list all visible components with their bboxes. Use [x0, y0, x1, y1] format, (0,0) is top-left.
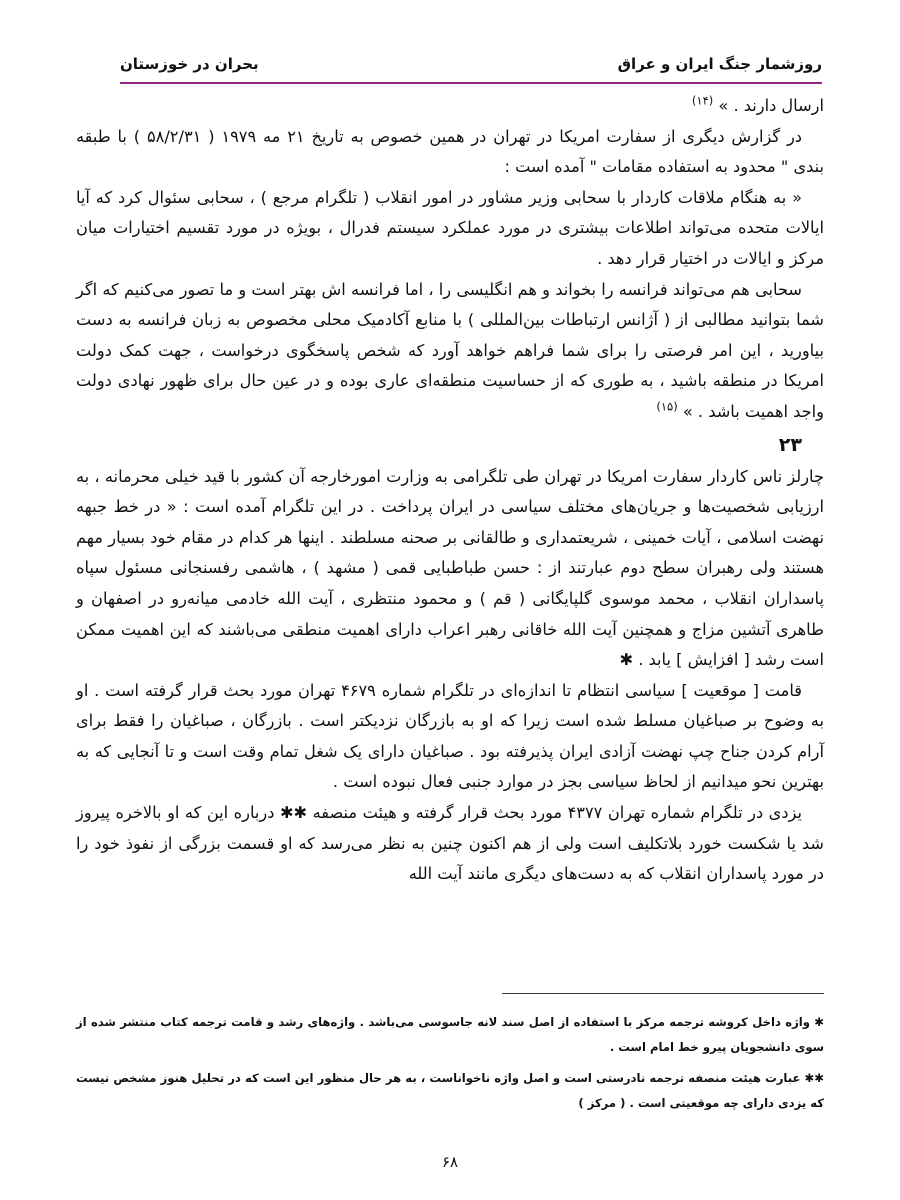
paragraph: یزدی در تلگرام شماره تهران ۴۳۷۷ مورد بحث قرار گرفته و هیئت منصفه ✱✱ درباره این که او بالاخره پیروز شد یا شکست خورد بلاتکلیف است ولی از هم اکنون چنین به نظر می‌رسد که او قسمت بزرگی از نفوذ خود را در مورد پاسداران انقلاب که به دست‌های دیگری مانند آیت الله [76, 803, 824, 884]
footnote: ✱✱ عبارت هیئت منصفه ترجمه نادرستی است و اصل واژه ناخواناست ، به هر حال منظور این است که در تحلیل هنوز مشخص نیست که یزدی دارای چه موقعیتی است . ( مرکز ) [76, 1071, 824, 1110]
paragraph: سحابی هم می‌تواند فرانسه را بخواند و هم انگلیسی را ، اما فرانسه اش بهتر است و ما تصور می‌کنیم که اگر شما بتوانید مطالبی از ( آژانس ارتباطات بین‌المللی ) با منابع آکادمیک محلی مخصوص به زبان فرانسه به دست بیاورید ، این امر فرصتی را برای شما فراهم خواهد آورد که شخص پاسخگوی درخواست ، جهت کمک دولت امریکا در منطقه باشید ، به طوری که از حساسیت منطقه‌ای عاری بوده و در عین حال برای ظهور نهادی دولت واجد اهمیت باشد . » $^{(۱۵)}$ [76, 279, 824, 421]
chapter-title: بحران در خوزستان [120, 55, 259, 73]
footnote: ✱ واژه داخل کروشه ترجمه مرکز با استفاده از اصل سند لانه جاسوسی می‌باشد . واژه‌های رشد و قامت ترجمه کتاب منتشر شده از سوی دانشجویان پیرو خط امام است . [76, 1015, 824, 1054]
running-header [120, 48, 822, 80]
reference-mark: (۱۵) [656, 399, 678, 414]
footnote-divider [502, 993, 824, 994]
header-divider [120, 82, 822, 84]
reference-mark: (۱۴) [691, 93, 714, 108]
paragraph: ارسال دارند . » $^{(۱۴)}$ [691, 93, 824, 115]
footnotes [76, 1010, 824, 1122]
paragraph: در گزارش دیگری از سفارت امریکا در تهران در همین خصوص به تاریخ ۲۱ مه ۱۹۷۹ ( ۵۸/۲/۳۱ ) با طبقه بندی " محدود به استفاده مقامات " آمده است : [76, 126, 824, 177]
section-number: ۲۳ [778, 433, 802, 456]
paragraph: « به هنگام ملاقات کاردار با سحابی وزیر مشاور در امور انقلاب ( تلگرام مرجع ) ، سحابی سئوال کرد که آیا ایالات متحده می‌تواند اطلاعات بیشتری در مورد عملکرد سیستم فدرال ، بویژه در مورد تقسیم اختیارات میان مرکز و ایالات در اختیار قرار دهد . [76, 187, 824, 268]
page-number: ۶۸ [441, 1153, 459, 1171]
paragraph: قامت [ موقعیت ] سیاسی انتظام تا اندازه‌ای در تلگرام شماره ۴۶۷۹ تهران مورد بحث قرار گرفته است . او به وضوح بر صباغیان مسلط شده است زیرا که او به بازرگان نزدیکتر است . بازرگان ، صباغیان را فقط برای آرام کردن جناح چپ نهضت آزادی ایران پذیرفته بود . صباغیان دارای یک شغل تمام وقت است و تا آنجایی که به بهترین نحو میدانیم از لحاظ سیاسی بجز در موارد جنبی فعال نبوده است . [76, 680, 824, 792]
body-text [76, 91, 824, 890]
book-title: روزشمار جنگ ایران و عراق [617, 55, 822, 73]
paragraph: چارلز ناس کاردار سفارت امریکا در تهران طی تلگرامی به وزارت امورخارجه آن کشور با قید خیلی محرمانه ، به ارزیابی شخصیت‌ها و جریان‌های مختلف سیاسی در ایران پرداخت . در این تلگرام آمده است : « در خط جبهه نهضت اسلامی ، آیات خمینی ، شریعتمداری و طالقانی بر صحنه مسلطند . اینها هر کدام در مقام خود بسیار مهم هستند ولی رهبران سطح دوم عبارتند از : حسن طباطبایی قمی ( مشهد ) ، هاشمی رفسنجانی مسئول سپاه پاسداران انقلاب ، محمد موسوی گلپایگانی ( قم ) و محمود منتظری ، آیت الله خادمی میانه‌رو در اصفهان و طاهری آتشین مزاج و همچنین آیت الله خاقانی رهبر اعراب دارای اهمیت منطقی می‌باشند که این اهمیت ممکن است رشد [ افزایش ] یابد . ✱ [76, 466, 824, 670]
